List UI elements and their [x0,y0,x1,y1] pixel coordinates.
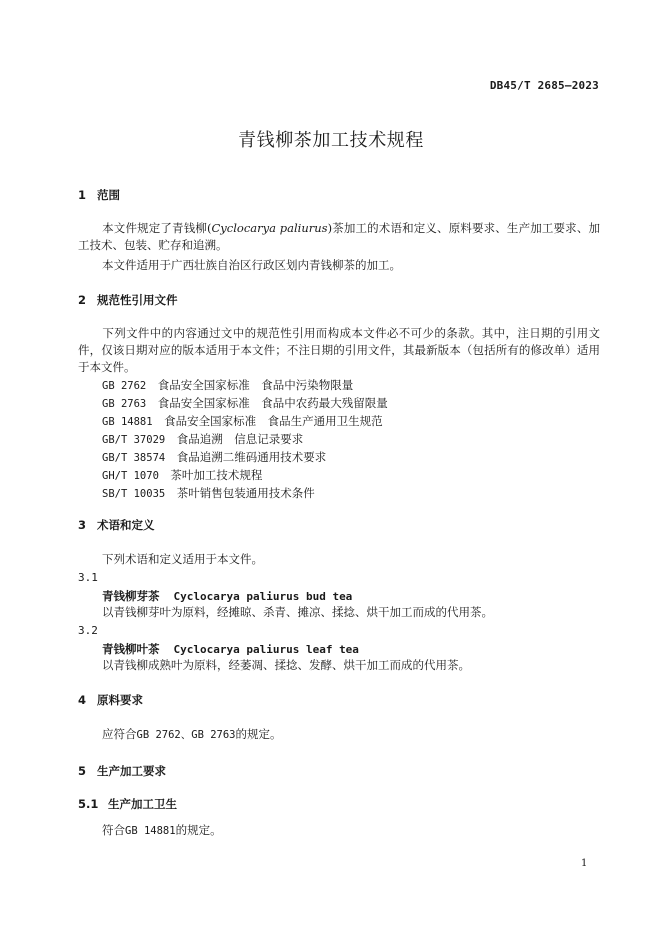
section-2-heading [78,292,178,308]
section-title: 原料要求 [97,693,143,707]
reference-item: SB/T 10035 茶叶销售包装通用技术条件 [102,486,315,500]
term-number: 3.2 [78,624,98,637]
section-number: 5 [78,764,87,778]
term-number: 3.1 [78,571,98,584]
section-number: 2 [78,293,87,307]
section-2-paragraph: 下列文件中的内容通过文中的规范性引用而构成本文件必不可少的条款。其中，注日期的引用文件，仅该日期对应的版本适用于本文件；不注日期的引用文件，其最新版本（包括所有的修改单）适用于本文件。 [78,326,600,374]
section-number: 3 [78,518,87,532]
section-title: 生产加工要求 [97,764,166,778]
reference-item: GH/T 1070 茶叶加工技术规程 [102,468,263,482]
section-number: 1 [78,188,87,202]
section-3-intro: 下列术语和定义适用于本文件。 [102,552,263,566]
document-number: DB45/T 2685—2023 [489,79,599,92]
section-title: 范围 [97,188,120,202]
subsection-number: 5.1 [78,797,99,811]
section-1-heading [78,187,120,203]
section-title: 规范性引用文件 [97,293,178,307]
term-definition: 以青钱柳芽叶为原料，经摊晾、杀青、摊凉、揉捻、烘干加工而成的代用茶。 [102,605,493,619]
section-4-text: 应符合GB 2762、GB 2763的规定。 [102,727,282,741]
section-4-heading [78,692,143,708]
section-1-paragraph-2: 本文件适用于广西壮族自治区行政区划内青钱柳茶的加工。 [102,258,401,272]
page-number: 1 [581,858,588,869]
reference-item: GB 2763 食品安全国家标准 食品中农药最大残留限量 [102,396,388,410]
document-title: 青钱柳茶加工技术规程 [238,130,424,151]
reference-item: GB/T 38574 食品追溯二维码通用技术要求 [102,450,327,464]
subsection-title: 生产加工卫生 [108,797,177,811]
latin-name: Cyclocarya paliurus [211,221,328,235]
reference-item: GB 2762 食品安全国家标准 食品中污染物限量 [102,378,354,392]
term-definition: 以青钱柳成熟叶为原料，经萎凋、揉捻、发酵、烘干加工而成的代用茶。 [102,658,470,672]
section-title: 术语和定义 [97,518,155,532]
reference-item: GB/T 37029 食品追溯 信息记录要求 [102,432,304,446]
section-5-heading [78,763,166,779]
reference-item: GB 14881 食品安全国家标准 食品生产通用卫生规范 [102,414,383,428]
section-3-heading [78,517,155,533]
term-name: 青钱柳叶茶 Cyclocarya paliurus leaf tea [102,642,359,656]
section-1-paragraph-1: 本文件规定了青钱柳(Cyclocarya paliurus)茶加工的术语和定义、原料要求、生产加工要求、加工技术、包装、贮存和追溯。 [78,221,600,252]
subsection-5-1-text: 符合GB 14881的规定。 [102,823,222,837]
subsection-5-1-heading [78,796,177,812]
term-name: 青钱柳芽茶 Cyclocarya paliurus bud tea [102,589,353,603]
section-number: 4 [78,693,87,707]
